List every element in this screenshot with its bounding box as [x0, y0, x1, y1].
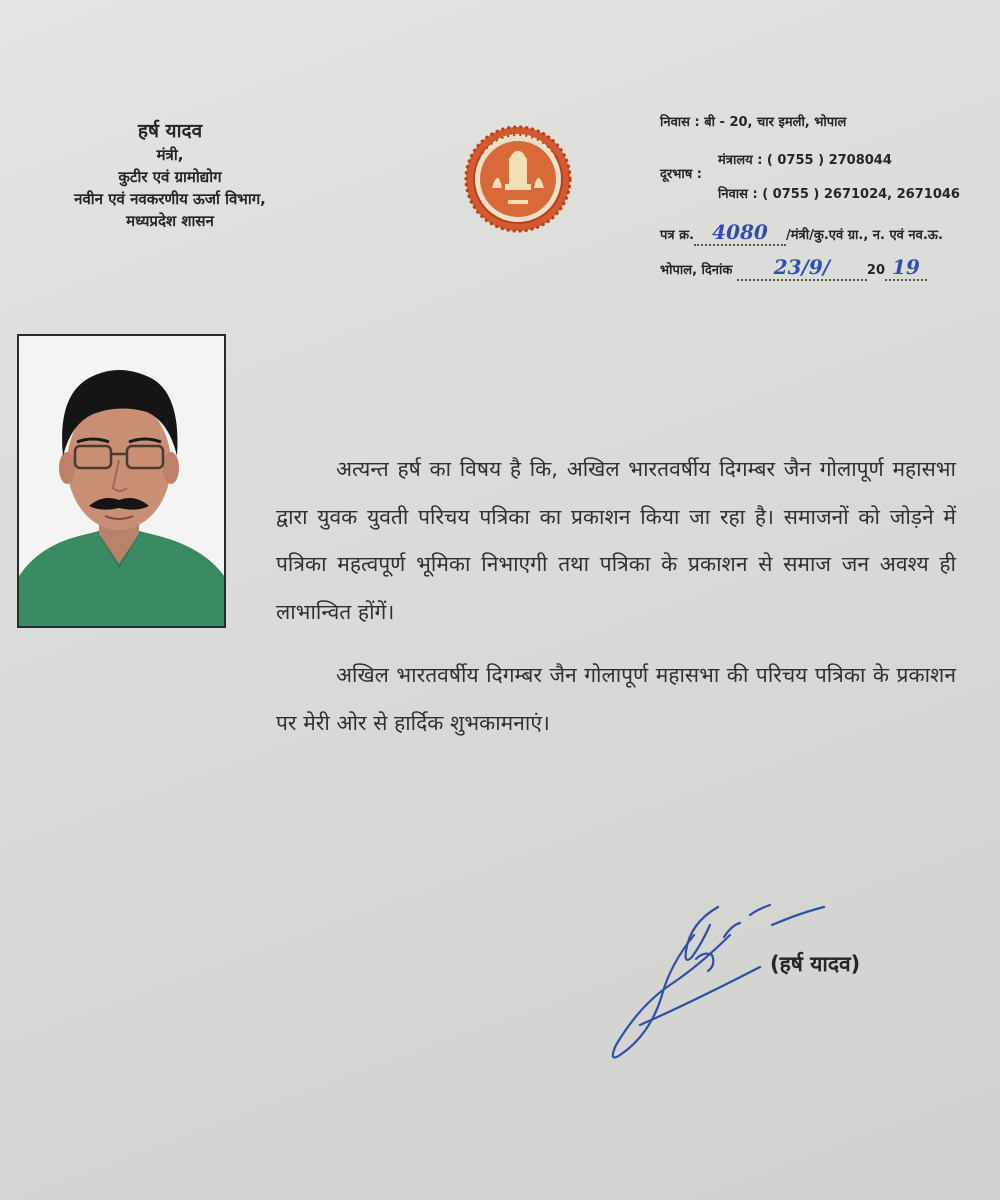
letter-number: 4080	[712, 220, 768, 244]
minister-photo	[17, 334, 226, 628]
sender-government: मध्यप्रदेश शासन	[126, 212, 214, 230]
letter-date	[660, 255, 927, 281]
sender-header	[20, 118, 320, 232]
letter-reference	[660, 220, 943, 246]
government-emblem-icon	[462, 118, 574, 240]
body-paragraph-1: अत्यन्त हर्ष का विषय है कि, अखिल भारतवर्षीय दिगम्बर जैन गोलापूर्ण महासभा द्वारा युवक युवती परिचय पत्रिका का प्रकाशन किया जा रहा है। समाजनों को जोड़ने में पत्रिका महत्वपूर्ण भूमिका निभाएगी तथा पत्रिका के प्रकाशन से समाज जन अवश्य ही लाभान्वित होंगें।	[276, 457, 956, 624]
signatory-name: (हर्ष यादव)	[770, 952, 861, 976]
date-year-prefix: 20	[866, 263, 885, 278]
date-label: भोपाल, दिनांक	[660, 263, 733, 278]
letter-number-prefix: पत्र क्र.	[660, 228, 695, 243]
phone-label: दूरभाष :	[660, 167, 702, 182]
sender-department-2: नवीन एवं नवकरणीय ऊर्जा विभाग,	[74, 190, 266, 208]
letter-body	[276, 446, 956, 747]
sender-department-1: कुटीर एवं ग्रामोद्योग	[118, 168, 222, 186]
sender-name: हर्ष यादव	[137, 120, 203, 142]
body-paragraph-2: अखिल भारतवर्षीय दिगम्बर जैन गोलापूर्ण महासभा की परिचय पत्रिका के प्रकाशन पर मेरी ओर से हार्दिक शुभकामनाएं।	[276, 663, 956, 735]
residence-phone: निवास : ( 0755 ) 2671024, 2671046	[718, 187, 960, 202]
handwritten-signature	[600, 895, 840, 1075]
date-year: 19	[892, 255, 920, 279]
sender-designation: मंत्री,	[156, 146, 184, 164]
residence-address: निवास : बी - 20, चार इमली, भोपाल	[660, 115, 847, 130]
letter-number-suffix: /मंत्री/कु.एवं ग्रा., न. एवं नव.ऊ.	[786, 228, 943, 243]
date-day-month: 23/9/	[773, 255, 831, 279]
office-phone: मंत्रालय : ( 0755 ) 2708044	[718, 153, 892, 168]
